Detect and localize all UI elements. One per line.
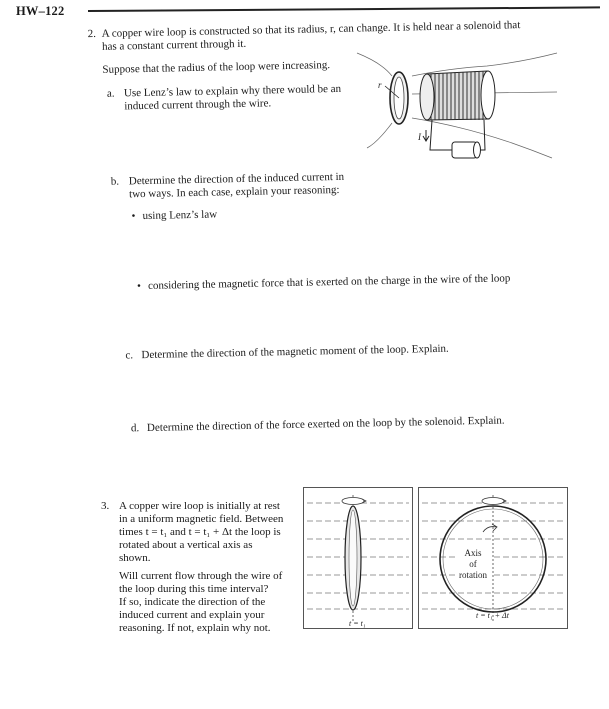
problem-3-para2-line: induced current and explain your: [119, 609, 265, 621]
figure-panel-t2: [418, 487, 568, 629]
problem-3-para2-line: Will current flow through the wire of: [119, 570, 283, 582]
page-label: HW–122: [16, 4, 65, 18]
figure-panel-t1: [303, 487, 413, 629]
problem-3-para1-line: rotated about a vertical axis as: [119, 539, 253, 551]
problem-2-intro-line2: has a constant current through it.: [101, 37, 247, 53]
bullet-dot: •: [131, 210, 136, 223]
problem-3-para2-line: the loop during this time interval?: [119, 583, 269, 595]
part-c-label: c.: [125, 349, 134, 362]
bullet-dot: •: [136, 280, 142, 293]
part-b-label: b.: [110, 175, 120, 188]
axis-label-line: Axis: [464, 548, 482, 558]
problem-3-para1-line: A copper wire loop is initially at rest: [119, 500, 280, 512]
problem-3-para1-line: times t = t₁ and t = t₁ + Δt the loop is: [119, 526, 281, 538]
problem-2-intro-line1: A copper wire loop is constructed so that its radius, r, can change. It is held near a solenoid that: [101, 19, 521, 40]
problem-3-para1-line: shown.: [119, 552, 151, 564]
time-label-t2: t = t₁ + Δt: [476, 611, 509, 620]
part-b-bullet2: considering the magnetic force that is exerted on the charge in the wire of the loop: [147, 272, 511, 292]
part-a-line2: induced current through the wire.: [124, 97, 272, 113]
problem-3-para2-line: If so, indicate the direction of the: [119, 596, 266, 608]
radius-label: r: [378, 80, 382, 90]
part-b-line1: Determine the direction of the induced current in: [128, 170, 345, 188]
axis-label-line: of: [469, 559, 477, 569]
problem-3-number: 3.: [101, 500, 110, 512]
part-d-label: d.: [130, 422, 140, 435]
current-label: I: [418, 132, 421, 142]
part-b-bullet1: using Lenz’s law: [142, 208, 218, 223]
part-a-line1: Use Lenz’s law to explain why there would be an: [123, 82, 342, 100]
axis-label-line: rotation: [459, 570, 487, 580]
problem-3-para1-line: in a uniform magnetic field. Between: [119, 513, 284, 525]
part-c-text: Determine the direction of the magnetic moment of the loop. Explain.: [141, 342, 449, 362]
part-d-text: Determine the direction of the force exerted on the loop by the solenoid. Explain.: [146, 414, 505, 435]
part-b-line2: two ways. In each case, explain your reasoning:: [128, 183, 340, 201]
time-label-t1: t = t₁: [349, 619, 366, 628]
part-a-label: a.: [106, 87, 115, 100]
problem-3-para2-line: reasoning. If not, explain why not.: [119, 622, 271, 634]
problem-2-number: 2.: [87, 27, 97, 41]
suppose-text: Suppose that the radius of the loop were increasing.: [102, 59, 331, 76]
